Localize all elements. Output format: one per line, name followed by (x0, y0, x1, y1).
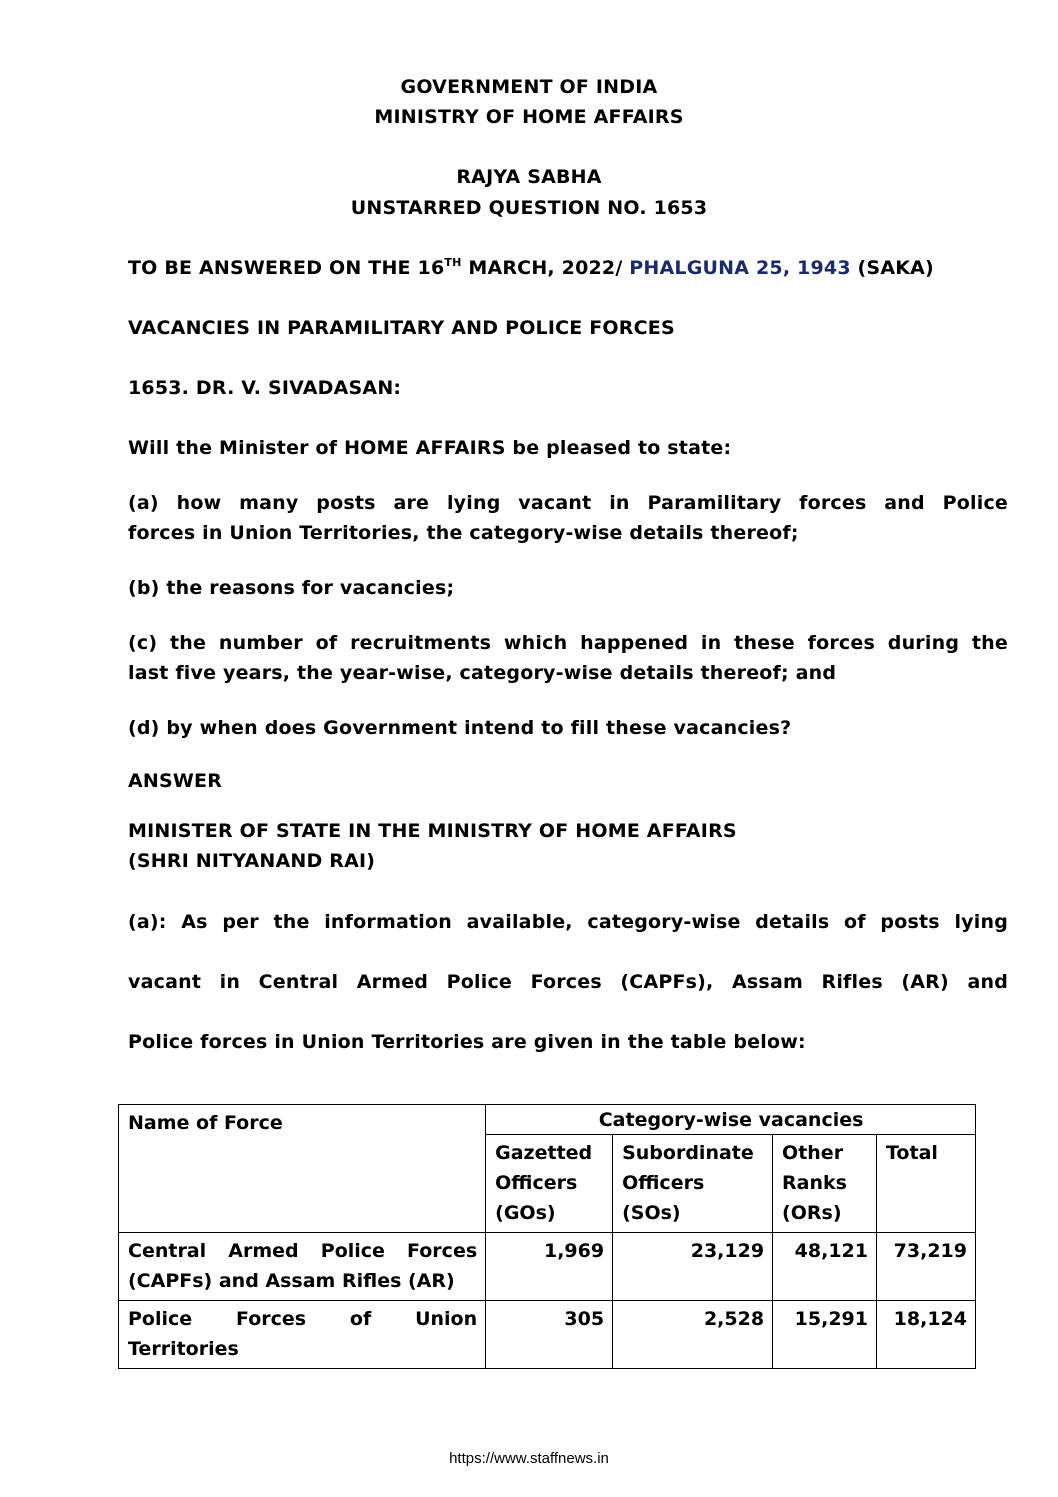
question-d: (d) by when does Government intend to fill these vacancies? (128, 717, 792, 739)
answer-a-line3: Police forces in Union Territories are given in the table below: (128, 1031, 806, 1053)
table-row (119, 1301, 976, 1369)
intro: Will the Minister of HOME AFFAIRS be pleased to state: (128, 437, 732, 459)
ministry-heading: MINISTRY OF HOME AFFAIRS (374, 106, 684, 128)
header-name-of-force: Name of Force (119, 1105, 486, 1233)
header-gos: Gazetted Officers (GOs) (486, 1135, 613, 1233)
govt-heading: GOVERNMENT OF INDIA (400, 76, 658, 98)
table-header-row (119, 1105, 976, 1135)
footer-url[interactable]: https://www.staffnews.in (449, 1450, 609, 1467)
answer-a-line2: vacant in Central Armed Police Forces (CAPFs), Assam Rifles (AR) and (128, 971, 1008, 993)
row-total: 73,219 (877, 1233, 976, 1301)
row-sos: 23,129 (613, 1233, 773, 1301)
header-total: Total (877, 1135, 976, 1233)
minister-name: (SHRI NITYANAND RAI) (128, 850, 376, 872)
asker: 1653. DR. V. SIVADASAN: (128, 377, 402, 399)
subject: VACANCIES IN PARAMILITARY AND POLICE FORCES (128, 317, 675, 339)
answer-heading: ANSWER (128, 770, 223, 792)
row-force-name: Central Armed Police Forces (CAPFs) and Assam Rifles (AR) (119, 1233, 486, 1301)
vacancy-table (118, 1104, 976, 1369)
question-c-line1: (c) the number of recruitments which happened in these forces during the (128, 632, 1008, 654)
row-total: 18,124 (877, 1301, 976, 1369)
minister-title: MINISTER OF STATE IN THE MINISTRY OF HOME AFFAIRS (128, 820, 737, 842)
header-sos: Subordinate Officers (SOs) (613, 1135, 773, 1233)
question-b: (b) the reasons for vacancies; (128, 577, 455, 599)
question-a-line1: (a) how many posts are lying vacant in Paramilitary forces and Police (128, 492, 1008, 514)
question-number: UNSTARRED QUESTION NO. 1653 (350, 197, 708, 219)
row-ors: 48,121 (773, 1233, 877, 1301)
row-force-name: Police Forces of Union Territories (119, 1301, 486, 1369)
header-category-wise: Category-wise vacancies (486, 1105, 976, 1135)
row-gos: 1,969 (486, 1233, 613, 1301)
row-gos: 305 (486, 1301, 613, 1369)
question-c-line2: last five years, the year-wise, category-wise details thereof; and (128, 662, 837, 684)
answer-date: TO BE ANSWERED ON THE 16TH MARCH, 2022/ PHALGUNA 25, 1943 (SAKA) (128, 256, 934, 279)
answer-a-line1: (a): As per the information available, category-wise details of posts lying (128, 911, 1008, 933)
question-a-line2: forces in Union Territories, the category-wise details thereof; (128, 522, 799, 544)
row-sos: 2,528 (613, 1301, 773, 1369)
header-ors: Other Ranks (ORs) (773, 1135, 877, 1233)
table-row (119, 1233, 976, 1301)
row-ors: 15,291 (773, 1301, 877, 1369)
house-heading: RAJYA SABHA (456, 166, 602, 188)
